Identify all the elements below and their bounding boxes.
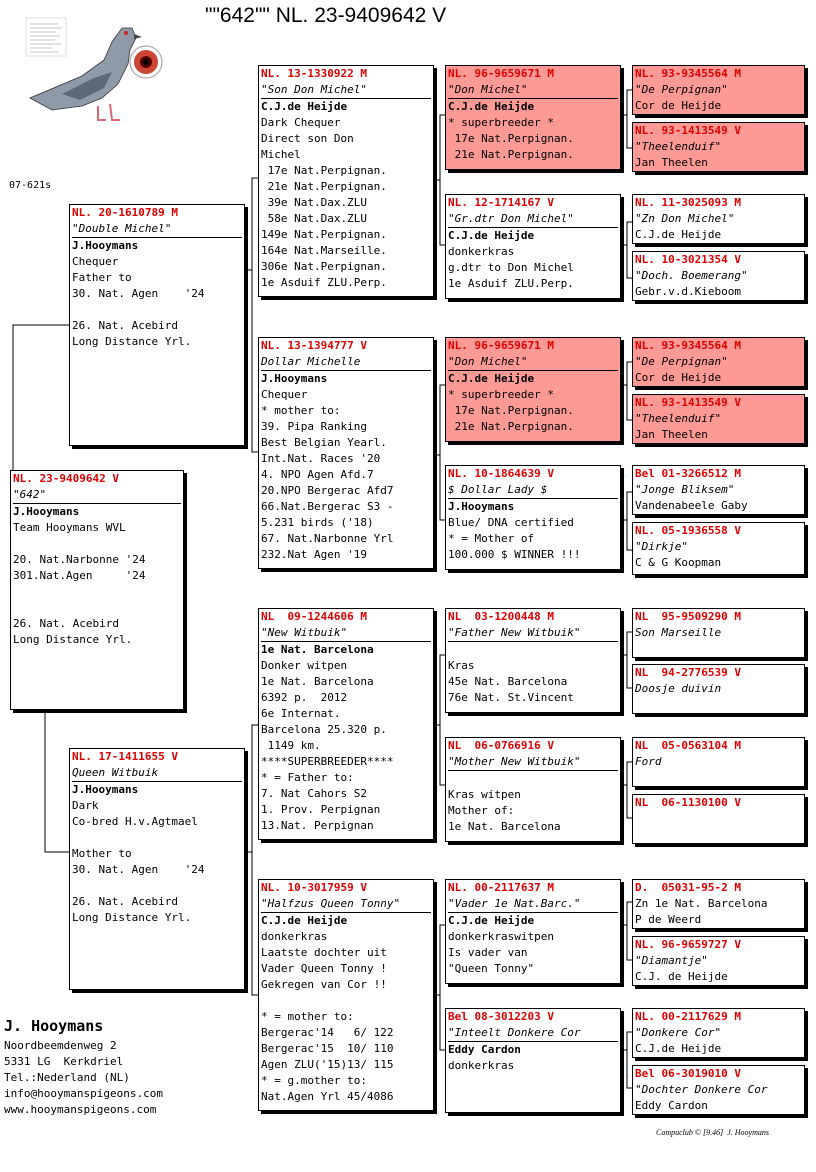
bird-line: Mother of: xyxy=(448,804,515,817)
owner-city: 5331 LG Kerkdriel xyxy=(4,1055,124,1068)
bird-name: Queen Witbuik xyxy=(72,765,242,782)
bird-owner: J.Hooymans xyxy=(72,783,139,796)
bird-line: 30. Nat. Agen '24 xyxy=(72,863,205,876)
ring-number: NL 95-9509290 M xyxy=(635,610,741,623)
ring-number: NL. 93-1413549 V xyxy=(635,124,741,137)
ring-number: NL. 13-1394777 V xyxy=(261,339,367,352)
bird-line: 17e Nat.Perpignan. xyxy=(261,164,387,177)
ring-number: NL 09-1244606 M xyxy=(261,610,367,623)
bird-line: ****SUPERBREEDER**** xyxy=(261,755,394,768)
pedigree-box-sire-sire xyxy=(258,65,434,297)
bird-line: 39. Pipa Ranking xyxy=(261,420,367,433)
bird-line: * = mother to: xyxy=(261,1010,354,1023)
bird-owner: C & G Koopman xyxy=(635,556,722,569)
pedigree-box-g4-6 xyxy=(445,737,621,842)
owner-name: J. Hooymans xyxy=(4,1017,104,1035)
owner-phone: Tel.:Nederland (NL) xyxy=(4,1071,130,1084)
bird-line: 306e Nat.Perpignan. xyxy=(261,260,387,273)
bird-name: "Inteelt Donkere Cor xyxy=(448,1025,618,1042)
bird-line: 26. Nat. Acebird xyxy=(72,895,178,908)
bird-line: 26. Nat. Acebird xyxy=(72,319,178,332)
bird-owner: Cor de Heijde xyxy=(635,99,722,112)
bird-line: 7. Nat Cahors S2 xyxy=(261,787,367,800)
bird-line: * superbreeder * xyxy=(448,388,554,401)
bird-name: "Doch. Boemerang" xyxy=(635,269,748,282)
bird-line: 232.Nat Agen '19 xyxy=(261,548,367,561)
bird-name: "Don Michel" xyxy=(448,354,618,371)
bird-line: 13.Nat. Perpignan xyxy=(261,819,374,832)
pedigree-box-g5-14 xyxy=(632,936,805,986)
ring-number: NL 03-1200448 M xyxy=(448,610,554,623)
bird-owner: C.J.de Heijde xyxy=(448,372,535,385)
pedigree-box-g5-8 xyxy=(632,522,805,575)
pedigree-box-g5-6 xyxy=(632,394,805,444)
bird-name: Zn 1e Nat. Barcelona xyxy=(635,897,768,910)
pedigree-box-g5-7 xyxy=(632,465,805,515)
bird-line xyxy=(13,600,181,616)
pedigree-box-subject xyxy=(10,470,184,710)
pedigree-box-g5-13 xyxy=(632,879,805,929)
bird-line: Is vader van xyxy=(448,946,528,959)
bird-owner: Vandenabeele Gaby xyxy=(635,499,748,512)
ring-number: NL. 10-1864639 V xyxy=(448,467,554,480)
bird-line: 149e Nat.Perpignan. xyxy=(261,228,387,241)
bird-line: Co-bred H.v.Agtmael xyxy=(72,815,198,828)
pedigree-box-g5-2 xyxy=(632,122,805,172)
pedigree-box-dam-sire xyxy=(258,608,434,840)
bird-line: 21e Nat.Perpignan. xyxy=(261,180,387,193)
bird-line: Direct son Don xyxy=(261,132,354,145)
bird-line: Kras xyxy=(448,659,475,672)
bird-owner: C.J.de Heijde xyxy=(635,1042,722,1055)
ring-number: NL. 00-2117629 M xyxy=(635,1010,741,1023)
bird-name: "Mother New Witbuik" xyxy=(448,754,618,771)
bird-line: 1e Asduif ZLU.Perp. xyxy=(448,277,574,290)
bird-line: 21e Nat.Perpignan. xyxy=(448,420,574,433)
pedigree-box-g4-7 xyxy=(445,879,621,984)
bird-owner: C.J.de Heijde xyxy=(448,229,535,242)
bird-line: 30. Nat. Agen '24 xyxy=(72,287,205,300)
bird-line: * = g.mother to: xyxy=(261,1074,367,1087)
bird-line: Mother to xyxy=(72,847,132,860)
pedigree-box-g4-1 xyxy=(445,65,621,170)
ring-number: D. 05031-95-2 M xyxy=(635,881,741,894)
bird-owner: J.Hooymans xyxy=(13,505,80,518)
bird-line: 17e Nat.Perpignan. xyxy=(448,132,574,145)
bird-name: "642" xyxy=(13,487,181,504)
bird-owner: C.J.de Heijde xyxy=(261,914,348,927)
bird-line: 1. Prov. Perpignan xyxy=(261,803,381,816)
bird-name: Ford xyxy=(635,755,662,768)
pedigree-box-g4-2 xyxy=(445,194,621,299)
bird-line: Team Hooymans WVL xyxy=(13,521,126,534)
bird-line: Bergerac'14 6/ 122 xyxy=(261,1026,394,1039)
bird-line: * mother to: xyxy=(261,404,341,417)
ring-number: NL. 23-9409642 V xyxy=(13,472,119,485)
bird-line: Long Distance Yrl. xyxy=(13,633,133,646)
bird-owner: Cor de Heijde xyxy=(635,371,722,384)
bird-line: 1e Nat. Barcelona xyxy=(448,820,561,833)
ring-number: NL. 93-9345564 M xyxy=(635,339,741,352)
bird-line: Gekregen van Cor !! xyxy=(261,978,387,991)
bird-name: "Double Michel" xyxy=(72,221,242,238)
bird-line: 1e Nat. Barcelona xyxy=(261,675,374,688)
bird-name: "Vader 1e Nat.Barc." xyxy=(448,896,618,913)
ring-number: NL. 10-3017959 V xyxy=(261,881,367,894)
bird-name: "Dochter Donkere Cor xyxy=(635,1083,768,1096)
bird-line: Best Belgian Yearl. xyxy=(261,436,387,449)
bird-line xyxy=(448,642,618,658)
bird-line: 17e Nat.Perpignan. xyxy=(448,404,574,417)
pedigree-box-g4-4 xyxy=(445,465,621,570)
bird-name: "Halfzus Queen Tonny" xyxy=(261,896,431,913)
bird-name: "Don Michel" xyxy=(448,82,618,99)
bird-owner: C.J.de Heijde xyxy=(448,100,535,113)
bird-line xyxy=(13,536,181,552)
bird-line: 66.Nat.Bergerac S3 - xyxy=(261,500,394,513)
bird-line xyxy=(72,878,242,894)
ring-number: Bel 06-3019010 V xyxy=(635,1067,741,1080)
bird-owner: P de Weerd xyxy=(635,913,702,926)
bird-name: Son Marseille xyxy=(635,626,722,639)
bird-line xyxy=(13,584,181,600)
bird-line: 301.Nat.Agen '24 xyxy=(13,569,146,582)
bird-line: Barcelona 25.320 p. xyxy=(261,723,387,736)
bird-owner: J.Hooymans xyxy=(448,500,515,513)
ring-number: NL. 93-9345564 M xyxy=(635,67,741,80)
bird-line: Bergerac'15 10/ 110 xyxy=(261,1042,394,1055)
bird-owner: J.Hooymans xyxy=(261,372,328,385)
pedigree-box-dam-dam xyxy=(258,879,434,1111)
bird-line: * superbreeder * xyxy=(448,116,554,129)
bird-owner: C.J.de Heijde xyxy=(635,228,722,241)
bird-line: 45e Nat. Barcelona xyxy=(448,675,568,688)
pedigree-code: 07-621s xyxy=(9,180,52,191)
ring-number: NL. 11-3025093 M xyxy=(635,196,741,209)
ring-number: Bel 08-3012203 V xyxy=(448,1010,554,1023)
bird-line: Long Distance Yrl. xyxy=(72,911,192,924)
bird-name: "Gr.dtr Don Michel" xyxy=(448,211,618,228)
bird-line: Kras witpen xyxy=(448,788,521,801)
bird-line: 39e Nat.Dax.ZLU xyxy=(261,196,367,209)
ring-number: NL. 13-1330922 M xyxy=(261,67,367,80)
bird-name: "New Witbuik" xyxy=(261,625,431,642)
bird-line: donkerkras xyxy=(261,930,328,943)
bird-line: Long Distance Yrl. xyxy=(72,335,192,348)
bird-line: Chequer xyxy=(261,388,308,401)
ring-number: NL. 96-9659727 V xyxy=(635,938,741,951)
pedigree-box-g4-8 xyxy=(445,1008,621,1113)
bird-owner: 1e Nat. Barcelona xyxy=(261,643,374,656)
pedigree-box-g4-3 xyxy=(445,337,621,442)
pedigree-box-g5-16 xyxy=(632,1065,805,1115)
bird-line: g.dtr to Don Michel xyxy=(448,261,574,274)
ring-number: NL. 05-1936558 V xyxy=(635,524,741,537)
bird-name: "De Perpignan" xyxy=(635,83,728,96)
bird-name: "Dirkje" xyxy=(635,540,688,553)
pedigree-box-g4-5 xyxy=(445,608,621,713)
pedigree-box-g5-5 xyxy=(632,337,805,387)
bird-line xyxy=(72,302,242,318)
bird-name: "Son Don Michel" xyxy=(261,82,431,99)
bird-name: "Jonge Bliksem" xyxy=(635,483,735,496)
bird-line: 6e Internat. xyxy=(261,707,341,720)
bird-line: donkerkras xyxy=(448,1059,515,1072)
bird-line: Blue/ DNA certified xyxy=(448,516,574,529)
bird-line: Nat.Agen Yrl 45/4086 xyxy=(261,1090,394,1103)
pedigree-box-g5-11 xyxy=(632,737,805,787)
bird-line: Dark Chequer xyxy=(261,116,341,129)
pedigree-box-g5-3 xyxy=(632,194,805,244)
bird-name: Doosje duivin xyxy=(635,682,722,695)
bird-owner: C.J. de Heijde xyxy=(635,970,728,983)
bird-line: donkerkras xyxy=(448,245,515,258)
ring-number: NL. 93-1413549 V xyxy=(635,396,741,409)
bird-name: "Donkere Cor" xyxy=(635,1026,722,1039)
bird-line: 20.NPO Bergerac Afd7 xyxy=(261,484,394,497)
pedigree-box-g5-1 xyxy=(632,65,805,115)
bird-name: "Theelenduif" xyxy=(635,140,722,153)
page-title: ""642"" NL. 23-9409642 V xyxy=(205,4,447,27)
bird-line: 164e Nat.Marseille. xyxy=(261,244,387,257)
bird-line: * = Father to: xyxy=(261,771,354,784)
bird-owner: Eddy Cardon xyxy=(448,1043,521,1056)
bird-name: "Zn Don Michel" xyxy=(635,212,735,225)
ring-number: NL. 96-9659671 M xyxy=(448,339,554,352)
bird-line: "Queen Tonny" xyxy=(448,962,535,975)
bird-line: 20. Nat.Narbonne '24 xyxy=(13,553,146,566)
bird-line: 76e Nat. St.Vincent xyxy=(448,691,574,704)
bird-owner: Gebr.v.d.Kieboom xyxy=(635,285,741,298)
bird-line xyxy=(72,830,242,846)
bird-owner: Jan Theelen xyxy=(635,156,708,169)
bird-owner: C.J.de Heijde xyxy=(261,100,348,113)
pedigree-box-sire xyxy=(69,204,245,446)
bird-line: 26. Nat. Acebird xyxy=(13,617,119,630)
bird-line: Laatste dochter uit xyxy=(261,946,387,959)
bird-line: Michel xyxy=(261,148,301,161)
bird-line: 1e Asduif ZLU.Perp. xyxy=(261,276,387,289)
bird-line xyxy=(448,771,618,787)
bird-line: 5.231 birds ('18) xyxy=(261,516,374,529)
bird-line: Int.Nat. Races '20 xyxy=(261,452,381,465)
pedigree-box-g5-12 xyxy=(632,794,805,844)
bird-line: 1149 km. xyxy=(261,739,321,752)
bird-line: Chequer xyxy=(72,255,119,268)
bird-line: Dark xyxy=(72,799,99,812)
bird-line: Agen ZLU('15)13/ 115 xyxy=(261,1058,394,1071)
pedigree-box-g5-4 xyxy=(632,251,805,301)
bird-owner: Eddy Cardon xyxy=(635,1099,708,1112)
bird-line: 6392 p. 2012 xyxy=(261,691,348,704)
bird-name: $ Dollar Lady $ xyxy=(448,482,618,499)
bird-line: 4. NPO Agen Afd.7 xyxy=(261,468,374,481)
ring-number: NL. 96-9659671 M xyxy=(448,67,554,80)
pedigree-box-g5-9 xyxy=(632,608,805,658)
pedigree-box-g5-15 xyxy=(632,1008,805,1058)
bird-name: "Diamantje" xyxy=(635,954,708,967)
ring-number: NL 06-0766916 V xyxy=(448,739,554,752)
footer-credit: Compuclub © [9.46] J. Hooymans xyxy=(656,1128,769,1137)
ring-number: NL 94-2776539 V xyxy=(635,666,741,679)
bird-owner: J.Hooymans xyxy=(72,239,139,252)
ring-number: NL. 00-2117637 M xyxy=(448,881,554,894)
bird-line: Father to xyxy=(72,271,132,284)
bird-name: "Father New Witbuik" xyxy=(448,625,618,642)
bird-name: "De Perpignan" xyxy=(635,355,728,368)
owner-website-link[interactable]: www.hooymanspigeons.com xyxy=(4,1103,157,1116)
bird-line: * = Mother of xyxy=(448,532,535,545)
bird-line: Donker witpen xyxy=(261,659,348,672)
ring-number: NL. 17-1411655 V xyxy=(72,750,178,763)
bird-line: Vader Queen Tonny ! xyxy=(261,962,387,975)
ring-number: NL 05-0563104 M xyxy=(635,739,741,752)
bird-line: 67. Nat.Narbonne Yrl xyxy=(261,532,394,545)
ring-number: NL. 20-1610789 M xyxy=(72,206,178,219)
owner-email-link[interactable]: info@hooymanspigeons.com xyxy=(4,1087,163,1100)
bird-line: 100.000 $ WINNER !!! xyxy=(448,548,581,561)
bird-name: Dollar Michelle xyxy=(261,354,431,371)
bird-line: 58e Nat.Dax.ZLU xyxy=(261,212,367,225)
ring-number: Bel 01-3266512 M xyxy=(635,467,741,480)
owner-contact xyxy=(4,1018,163,1118)
bird-owner: C.J.de Heijde xyxy=(448,914,535,927)
ring-number: NL 06-1130100 V xyxy=(635,796,741,809)
bird-line: donkerkraswitpen xyxy=(448,930,554,943)
ring-number: NL. 10-3021354 V xyxy=(635,253,741,266)
pedigree-box-dam xyxy=(69,748,245,990)
ring-number: NL. 12-1714167 V xyxy=(448,196,554,209)
bird-name: "Theelenduif" xyxy=(635,412,722,425)
bird-line xyxy=(261,993,431,1009)
owner-address: Noordbeemdenweg 2 xyxy=(4,1039,117,1052)
bird-owner: Jan Theelen xyxy=(635,428,708,441)
pedigree-box-g5-10 xyxy=(632,664,805,714)
bird-line: 21e Nat.Perpignan. xyxy=(448,148,574,161)
pedigree-box-sire-dam xyxy=(258,337,434,569)
